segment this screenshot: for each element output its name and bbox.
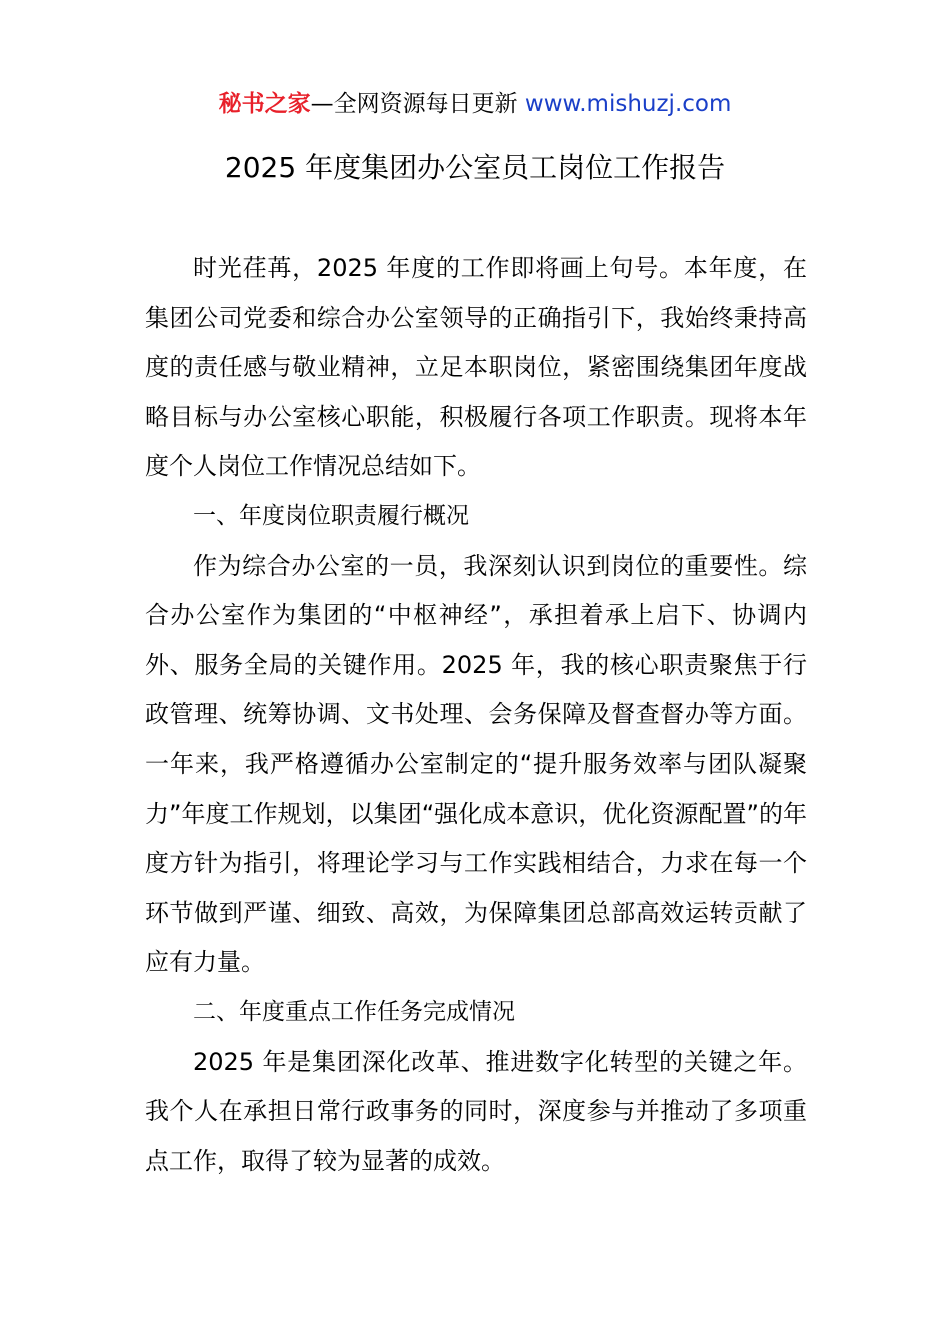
brand-name: 秘书之家 <box>218 91 311 117</box>
section-heading-2: 二、年度重点工作任务完成情况 <box>193 998 515 1025</box>
section-heading-1: 一、年度岗位职责履行概况 <box>193 502 469 529</box>
document-body <box>145 244 807 1186</box>
site-header <box>0 88 950 120</box>
paragraph-duties: 作为综合办公室的一员，我深刻认识到岗位的重要性。综合办公室作为集团的“中枢神经”，承担着承上启下、协调内外、服务全局的关键作用。2025 年，我的核心职责聚焦于行政管理、统筹协调、文书处理、会务保障及督查督办等方面。一年来，我严格遵循办公室制定的“提升服务效率与团队凝聚力”年度工作规划，以集团“强化成本意识，优化资源配置”的年度方针为指引，将理论学习与工作实践相结合，力求在每一个环节做到严谨、细致、高效，为保障集团总部高效运转贡献了应有力量。 <box>145 551 807 977</box>
paragraph-key-tasks: 2025 年是集团深化改革、推进数字化转型的关键之年。我个人在承担日常行政事务的同时，深度参与并推动了多项重点工作，取得了较为显著的成效。 <box>145 1047 807 1175</box>
paragraph-intro: 时光荏苒，2025 年度的工作即将画上句号。本年度，在集团公司党委和综合办公室领导的正确指引下，我始终秉持高度的责任感与敬业精神，立足本职岗位，紧密围绕集团年度战略目标与办公室核心职能，积极履行各项工作职责。现将本年度个人岗位工作情况总结如下。 <box>145 254 807 481</box>
site-url[interactable]: www.mishuzj.com <box>517 91 732 117</box>
document-title: 2025 年度集团办公室员工岗位工作报告 <box>224 151 726 184</box>
header-slogan: —全网资源每日更新 <box>310 91 518 117</box>
